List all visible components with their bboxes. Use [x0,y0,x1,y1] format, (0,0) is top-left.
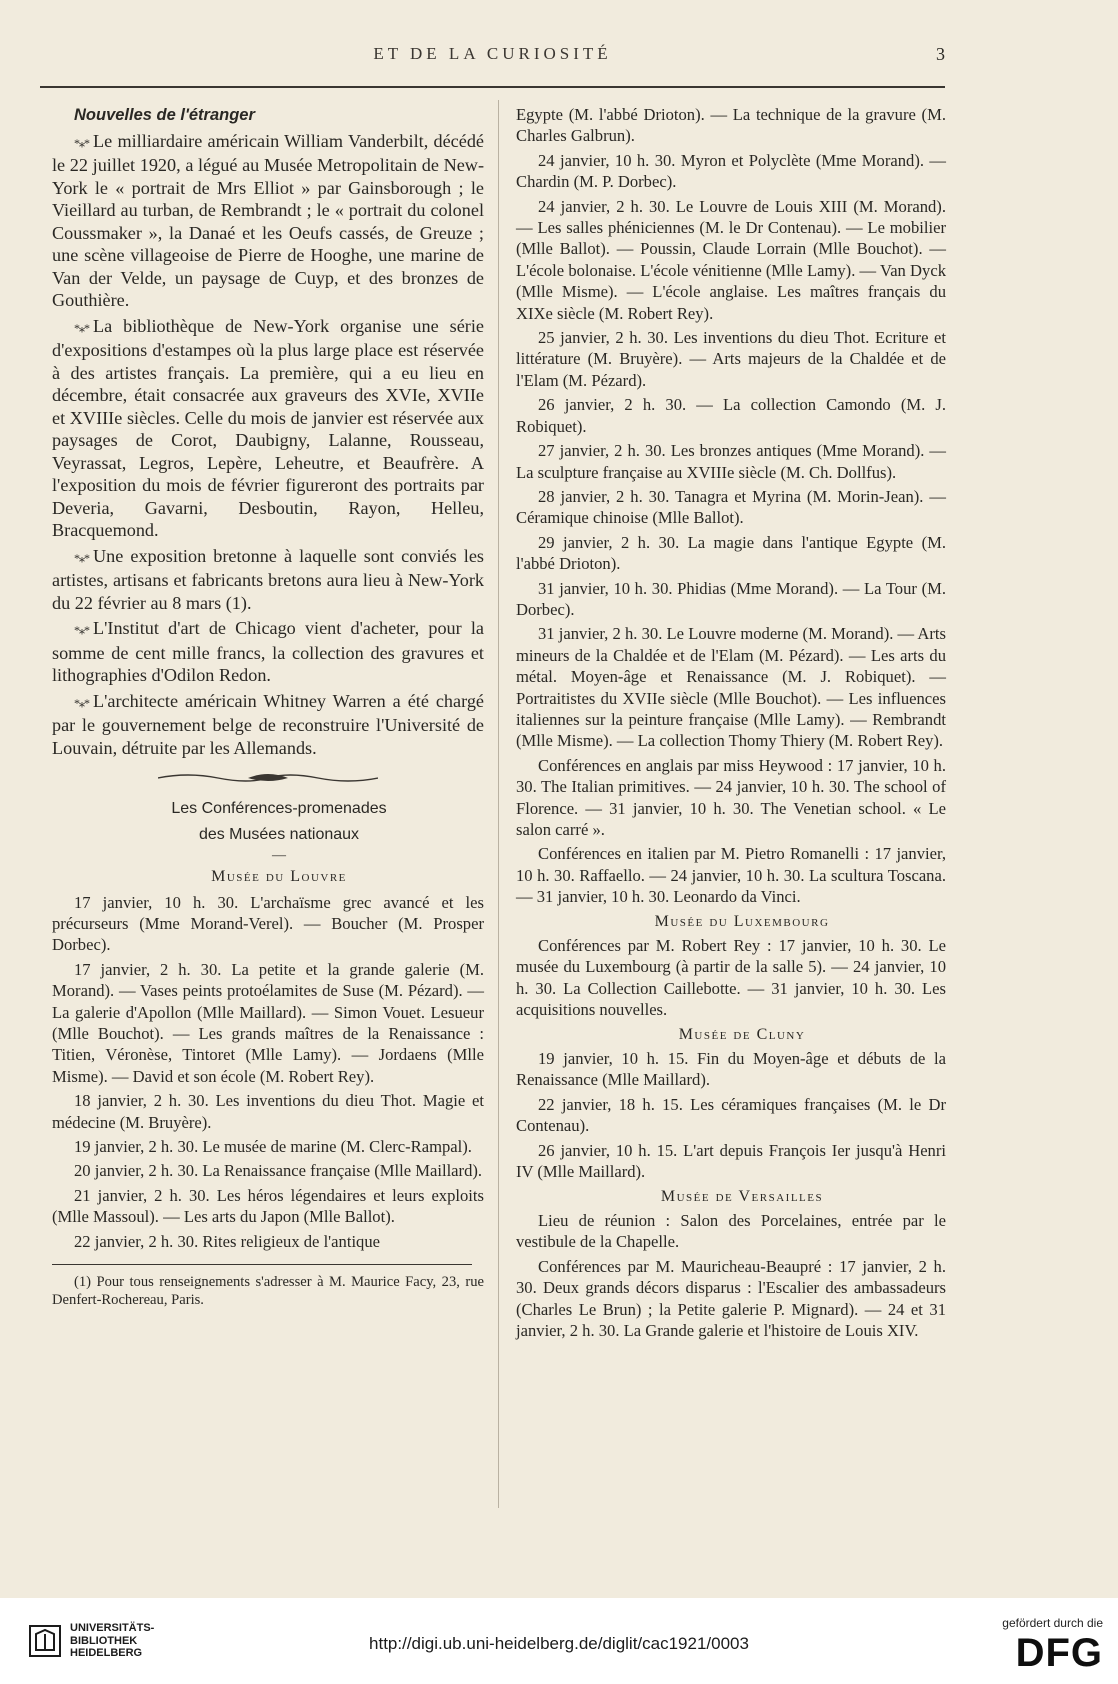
footnote: (1) Pour tous renseignements s'adresser à M. Maurice Facy, 23, rue Denfert-Rochereau, Paris. [52,1274,484,1308]
list-item: 31 janvier, 10 h. 30. Phidias (Mme Morand). — La Tour (M. Dorbec). [516,578,946,619]
news-paragraph: *⁎* Une exposition bretonne à laquelle sont conviés les artistes, artisans et fabricants bretons aura lieu à New-York du 22 février au 8 mars (1). [52,545,484,613]
list-item: 22 janvier, 18 h. 15. Les céramiques françaises (M. le Dr Contenau). [516,1094,946,1136]
list-item: 26 janvier, 10 h. 15. L'art depuis François Ier jusqu'à Henri IV (Mlle Maillard). [516,1140,946,1182]
news-paragraph: *⁎* Le milliardaire américain William Vanderbilt, décédé le 22 juillet 1920, a légué au Musée Metropolitain de New-York le « portrait de Mrs Elliot » par Gainsborough ; le Vieillard au turban, de Rembrandt ; le « portrait du colonel Coussmaker », la Danaé et les Oeufs cassés, de Greuze ; une scène villageoise de Pierre de Hooghe, une marine de Van der Velde, un paysage de Cuyp, et des bronzes de Gouthière. [52,130,484,310]
list-item: Conférences en italien par M. Pietro Romanelli : 17 janvier, 10 h. 30. Raffaello. — 24 janvier, 10 h. 30. La scultura Toscana. — 31 janvier, 10 h. 30. Leonardo da Vinci. [516,844,946,907]
dfg-logo: DFG [1015,1631,1103,1675]
list-item: Conférences par M. Robert Rey : 17 janvier, 10 h. 30. Le musée du Luxembourg (à partir de la salle 5). — 24 janvier, 10 h. 30. La Collection Caillebotte. — 31 janvier, 10 h. 30. Les acquisitions nouvelles. [516,936,946,1020]
museum-title-louvre: Musée du Louvre [211,868,347,885]
list-item: Conférences en anglais par miss Heywood : 17 janvier, 10 h. 30. The Italian primitives. — 24 janvier, 10 h. 30. The school of Florence. — 31 janvier, 10 h. 30. The Venetian school. « Le salon carré ». [516,755,946,839]
footnote-rule [52,1264,472,1265]
museum-title-cluny: Musée de Cluny [678,1025,806,1043]
list-item: Conférences par M. Mauricheau-Beaupré : 17 janvier, 2 h. 30. Deux grands décors disparus : l'Escalier des ambassadeurs (Charles Le Brun) ; la Petite galerie P. Mignard). — 24 et 31 janvier, 2 h. 30. La Grande galerie et l'histoire de Louis XIV. [516,1256,946,1340]
news-paragraph: *⁎* La bibliothèque de New-York organise une série d'expositions d'estampes où la plus large place est réservée à des artistes français. La première, qui a eu lieu en décembre, était consacrée aux graveurs des XVIe, XVIIe et XVIIIe siècles. Celle du mois de janvier est réservée aux paysages de Corot, Daubigny, Lalanne, Rousseau, Veyrassat, Legros, Lepère, Leheutre, et Beaufrère. A l'exposition du mois de février figureront des portraits par Deveria, Gavarni, Desboutin, Rayon, Helleu, Bracquemond. [52,315,484,540]
funding-note: gefördert durch die [1002,1616,1103,1630]
list-item: 21 janvier, 2 h. 30. Les héros légendaires et leurs exploits (Mlle Massoul). — Les arts du Japon (Mlle Ballot). [52,1185,484,1227]
list-item: 29 janvier, 2 h. 30. La magie dans l'antique Egypte (M. l'abbé Drioton). [516,532,946,574]
list-item: 22 janvier, 2 h. 30. Rites religieux de l'antique [74,1231,381,1251]
permalink-url[interactable]: http://digi.ub.uni-heidelberg.de/diglit/cac1921/0003 [369,1634,749,1653]
running-head [40,44,945,70]
news-paragraph: *⁎* L'architecte américain Whitney Warren a été chargé par le gouvernement belge de reconstruire l'Université de Louvain, détruite par les Allemands. [52,690,484,758]
viewer-footer [0,1598,1118,1684]
list-item: 28 janvier, 2 h. 30. Tanagra et Myrina (M. Morin-Jean). — Céramique chinoise (Mlle Ballot). [516,486,946,528]
asterism-icon: *⁎* [74,623,89,637]
museum-title-versailles: Musée de Versailles [660,1187,824,1205]
asterism-icon: *⁎* [74,695,89,710]
list-item: 24 janvier, 2 h. 30. Le Louvre de Louis XIII (M. Morand). — Les salles phéniciennes (M. le Dr Contenau). — Le mobilier (Mlle Ballot). — Poussin, Claude Lorrain (Mlle Bouchot). — L'école bolonaise. L'école vénitienne (Mlle Lamy). — Van Dyck (Mlle Misme). — L'école anglaise. Les maîtres français du XIXe siècle (M. Robert Rey). [516,196,946,323]
running-head-title: ET DE LA CURIOSITÉ [373,44,612,63]
list-item: 17 janvier, 2 h. 30. La petite et la grande galerie (M. Morand). — Vases peints protoélamites de Suse (M. Pézard). — La galerie d'Apollon (Mlle Maillard). — Simon Vouet. Lesueur (Mlle Bouchot). — Les grands maîtres de la Renaissance : Titien, Véronèse, Tintoret (Mlle Lamy). — Jordaens (Mlle Misme). — David et son école (M. Robert Rey). [52,959,484,1086]
list-item: 19 janvier, 2 h. 30. Le musée de marine (M. Clerc-Rampal). [74,1136,472,1156]
library-name: UNIVERSITÄTS- BIBLIOTHEK HEIDELBERG [70,1622,155,1659]
list-item: 26 janvier, 2 h. 30. — La collection Camondo (M. J. Robiquet). [516,395,946,436]
asterism-icon: *⁎* [74,550,89,565]
museum-title-luxembourg: Musée du Luxembourg [654,912,830,930]
asterism-icon: *⁎* [74,135,89,150]
page-number: 3 [936,44,945,64]
list-item: Lieu de réunion : Salon des Porcelaines, entrée par le vestibule de la Chapelle. [516,1210,946,1252]
column-divider [498,100,499,1508]
right-column [516,104,946,1344]
list-item: 27 janvier, 2 h. 30. Les bronzes antiques (Mme Morand). — La sculpture française au XVIIIe siècle (M. Ch. Dollfus). [516,441,946,482]
list-item: 19 janvier, 10 h. 15. Fin du Moyen-âge et débuts de la Renaissance (Mlle Maillard). [516,1049,946,1090]
list-item: 18 janvier, 2 h. 30. Les inventions du dieu Thot. Magie et médecine (M. Bruyère). [52,1091,484,1132]
list-item: 31 janvier, 2 h. 30. Le Louvre moderne (M. Morand). — Arts mineurs de la Chaldée et de l'Elam (M. Pézard). — Les arts du métal. Moyen-âge et Renaissance (M. J. Robiquet). — Portraitistes du XVIIe siècle (Mlle Bouchot). — Les influences italiennes sur la peinture française (Mlle Lamy). — Rembrandt (Mlle Misme). — La collection Thomy Thiery (M. Robert Rey). [516,624,946,751]
left-column [52,104,484,1312]
list-item: 24 janvier, 10 h. 30. Myron et Polyclète (Mme Morand). — Chardin (M. P. Dorbec). [516,150,946,192]
list-item: 25 janvier, 2 h. 30. Les inventions du dieu Thot. Ecriture et littérature (M. Bruyère). — Arts majeurs de la Chaldée et de l'Elam (M. Pézard). [516,328,946,390]
list-item: 20 janvier, 2 h. 30. La Renaissance française (Mlle Maillard). [74,1161,483,1181]
list-item: 17 janvier, 10 h. 30. L'archaïsme grec avancé et les précurseurs (Mme Morand-Verel). — Boucher (M. Prosper Dorbec). [52,892,484,955]
heading-dash: — [272,848,286,863]
header-rule [40,86,945,88]
section-heading: Les Conférences-promenades [171,800,387,817]
ornament-divider-icon [52,769,484,787]
news-paragraph: *⁎* L'Institut d'art de Chicago vient d'acheter, pour la somme de cent mille francs, la collection des gravures et lithographies d'Odilon Redon. [52,618,484,685]
section-title: Nouvelles de l'étranger [74,106,255,124]
section-heading-sub: des Musées nationaux [198,826,360,843]
asterism-icon: *⁎* [74,320,89,335]
louvre-list [52,892,484,1253]
list-item: Egypte (M. l'abbé Drioton). — La technique de la gravure (M. Charles Galbrun). [516,105,946,146]
